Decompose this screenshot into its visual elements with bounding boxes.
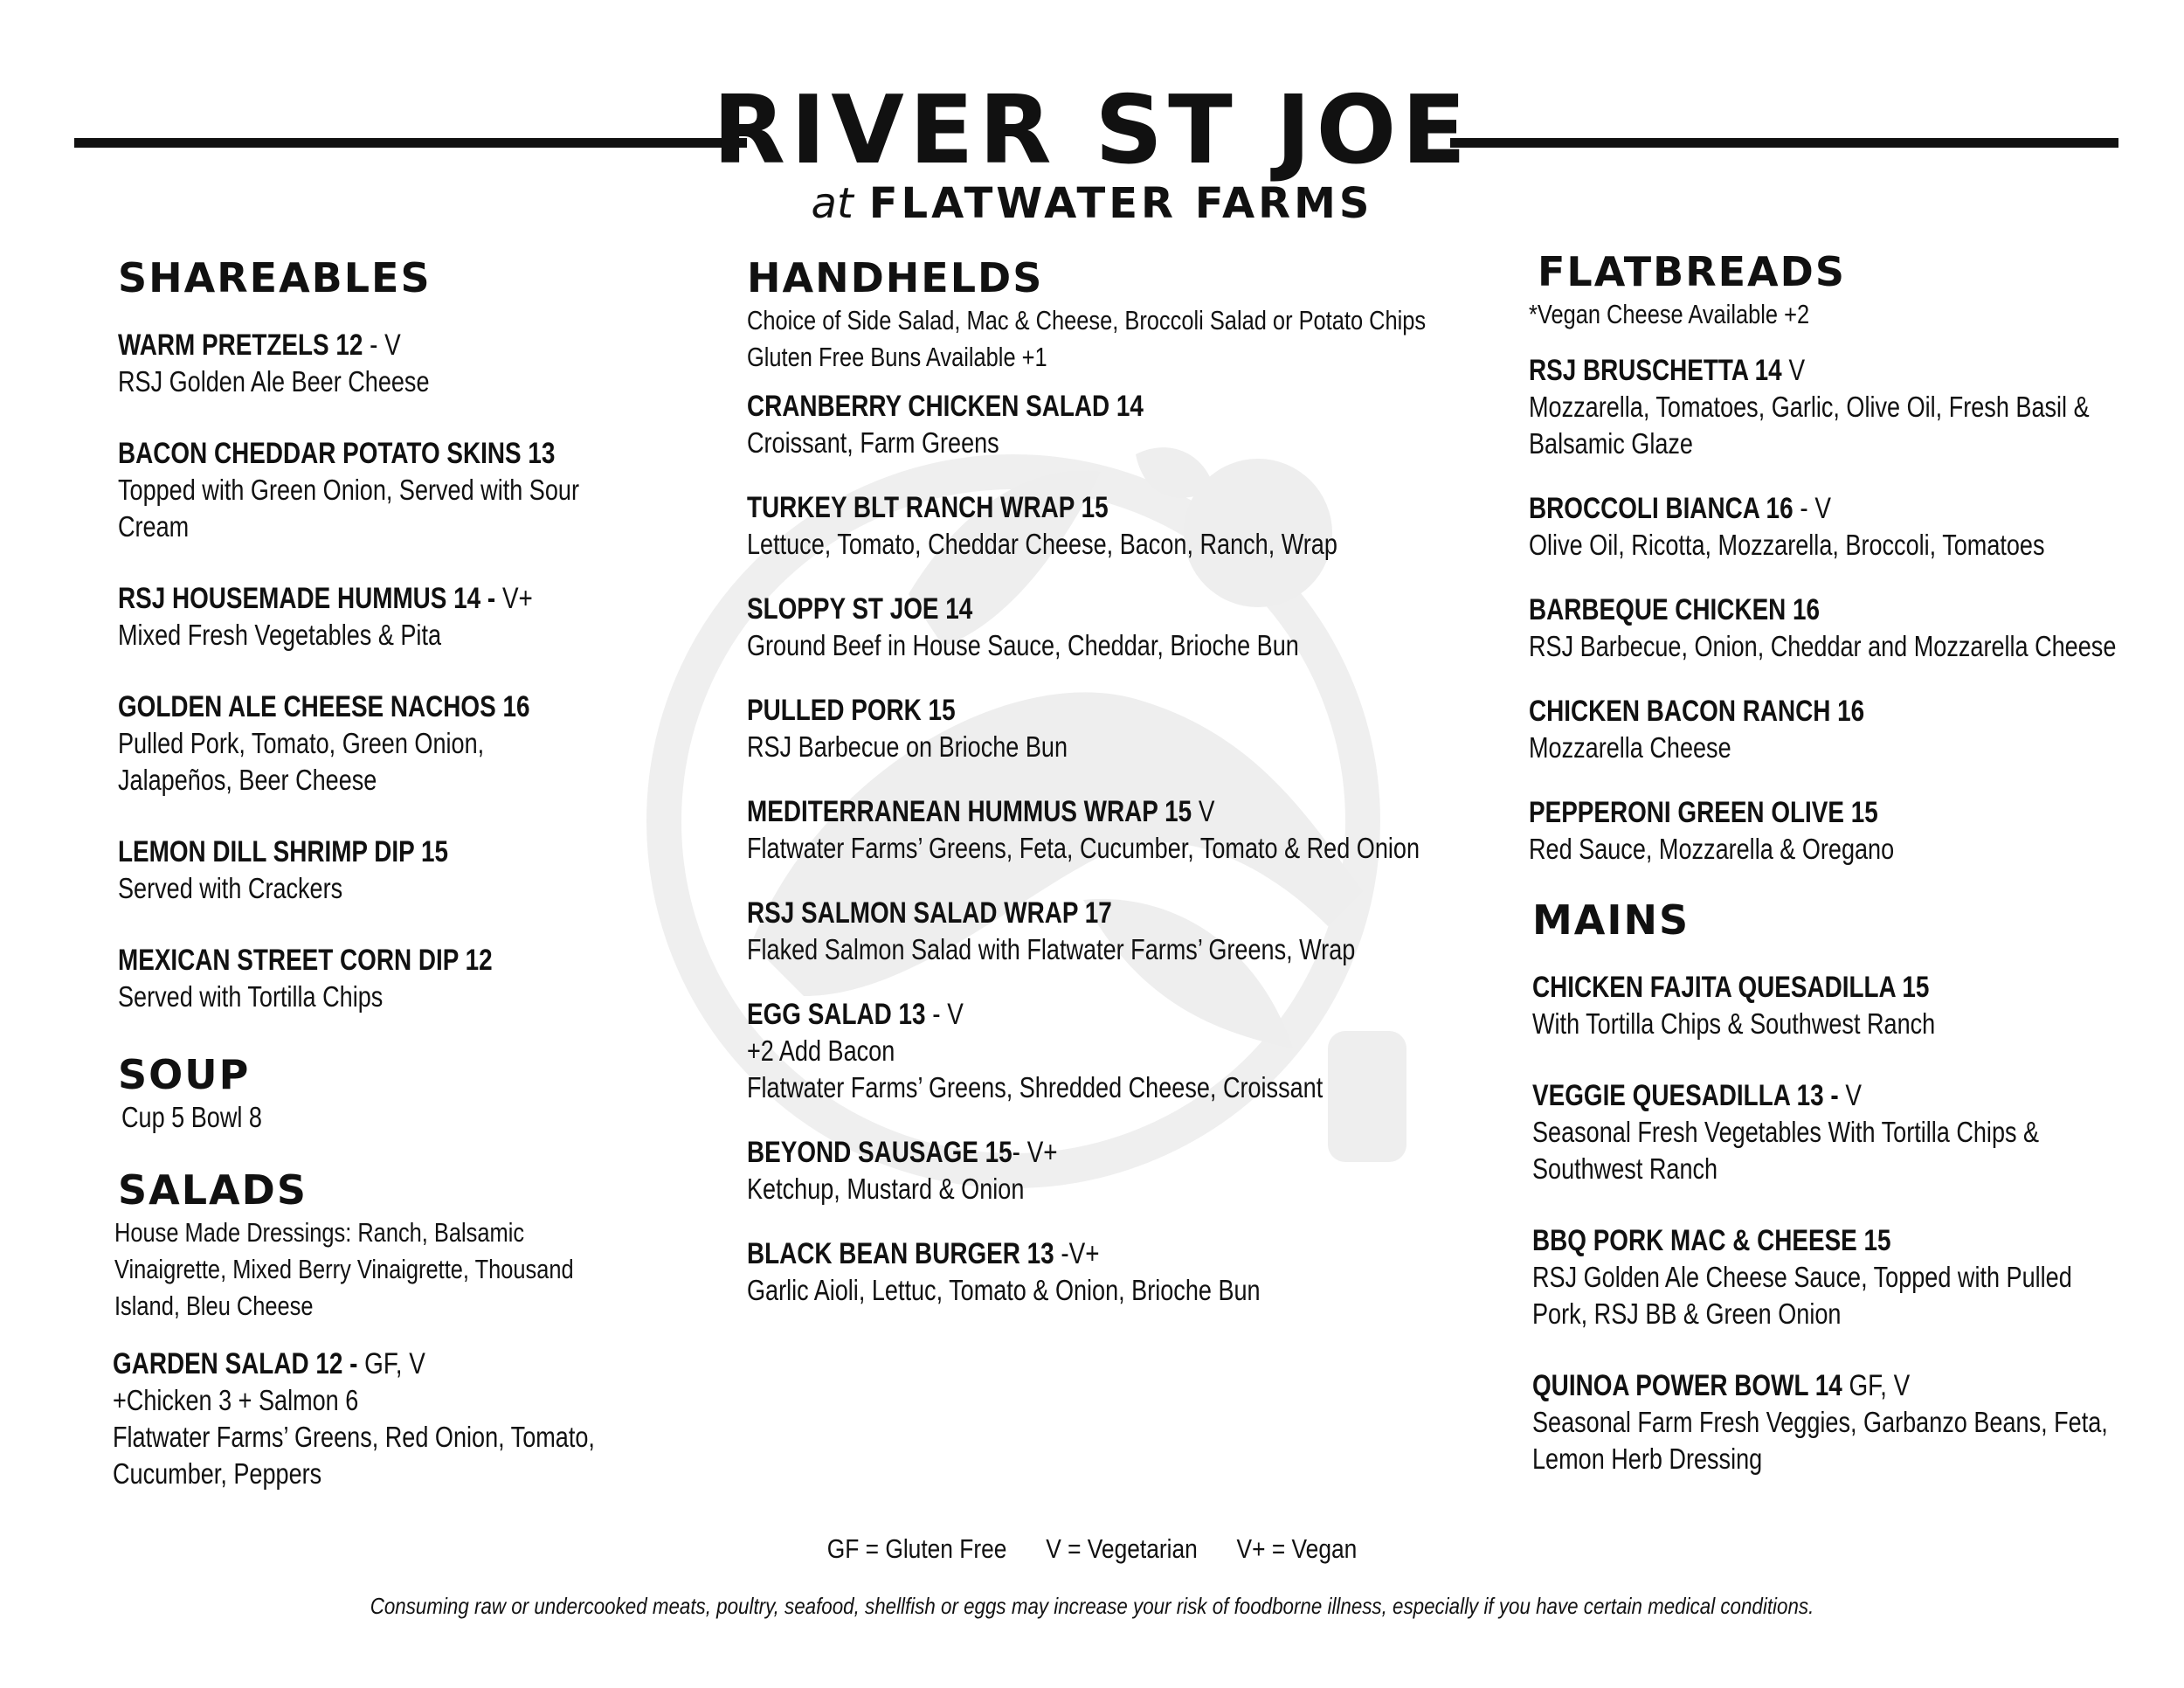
brand-subtitle: [0, 179, 2184, 228]
menu-item-title: GOLDEN ALE CHEESE NACHOS 16: [118, 690, 530, 723]
menu-item-description: RSJ Barbecue on Brioche Bun: [747, 730, 1068, 763]
menu-item-title: BACON CHEDDAR POTATO SKINS 13: [118, 437, 556, 470]
menu-item-description: +Chicken 3 + Salmon 6: [113, 1384, 359, 1416]
menu-item-title: PEPPERONI GREEN OLIVE 15: [1529, 796, 1878, 829]
menu-item-description: With Tortilla Chips & Southwest Ranch: [1532, 1007, 1936, 1040]
menu-item: [747, 591, 1463, 664]
section-note: Island, Bleu Cheese: [114, 1290, 314, 1321]
menu-item-title: BROCCOLI BIANCA 16: [1529, 492, 1800, 525]
handhelds-list: [747, 388, 1463, 1309]
menu-item: [747, 996, 1463, 1106]
menu-item: [747, 388, 1463, 461]
menu-item-description: Cream: [118, 510, 190, 543]
menu-item-title: BBQ PORK MAC & CHEESE 15: [1532, 1224, 1891, 1257]
menu-item: [747, 1134, 1463, 1207]
brand-at: at: [811, 179, 854, 228]
menu-item: [1529, 693, 2158, 766]
dietary-legend: [164, 1533, 2021, 1565]
menu-item-name: [747, 591, 1334, 627]
flatbreads-list: [1529, 352, 2158, 868]
menu-item-name: [747, 996, 1334, 1033]
menu-item-name: [118, 942, 619, 979]
menu-item-title: LEMON DILL SHRIMP DIP 15: [118, 835, 449, 868]
menu-item-name: [1532, 969, 2045, 1006]
menu-item-title: BARBEQUE CHICKEN 16: [1529, 593, 1821, 626]
menu-item-description: Jalapeños, Beer Cheese: [118, 764, 377, 796]
menu-item: [1532, 1222, 2158, 1332]
legend-v: V = Vegetarian: [1046, 1533, 1198, 1564]
menu-item: [113, 1346, 729, 1492]
menu-item-description: Garlic Aioli, Lettuc, Tomato & Onion, Brioche Bun: [747, 1274, 1261, 1306]
menu-item-name: [118, 327, 619, 363]
dietary-tag: - V: [370, 329, 401, 362]
menu-item-name: [1532, 1077, 2045, 1114]
dietary-tag: - V: [932, 998, 964, 1031]
menu-item-name: [747, 1235, 1334, 1272]
dietary-tag: GF, V: [364, 1347, 425, 1380]
menu-item: [118, 327, 729, 400]
menu-item: [1529, 490, 2158, 564]
menu-item-title: CHICKEN FAJITA QUESADILLA 15: [1532, 971, 1930, 1004]
menu-item-description: Olive Oil, Ricotta, Mozzarella, Broccoli, Tomatoes: [1529, 529, 2045, 561]
menu-item: [1529, 794, 2158, 868]
menu-item-description: RSJ Barbecue, Onion, Cheddar and Mozzarella Cheese: [1529, 630, 2117, 662]
menu-item-description: Mixed Fresh Vegetables & Pita: [118, 619, 442, 651]
menu-item-name: [113, 1346, 619, 1382]
menu-item-description: Croissant, Farm Greens: [747, 426, 999, 459]
menu-item-description: Seasonal Farm Fresh Veggies, Garbanzo Beans, Feta,: [1532, 1406, 2108, 1438]
menu-item: [747, 793, 1463, 867]
menu-item-title: WARM PRETZELS 12: [118, 329, 370, 362]
legend-gf: GF = Gluten Free: [826, 1533, 1007, 1564]
dietary-tag: V: [1788, 354, 1806, 387]
dietary-tag: V: [1198, 795, 1215, 828]
menu-item-description: Balsamic Glaze: [1529, 427, 1693, 460]
menu-item-description: Topped with Green Onion, Served with Sour: [118, 474, 579, 506]
menu-item-name: [1532, 1222, 2045, 1259]
menu-item-name: [747, 1134, 1334, 1171]
menu-item-description: Flatwater Farms’ Greens, Shredded Cheese, Croissant: [747, 1071, 1324, 1103]
menu-item-name: [118, 435, 619, 472]
menu-item-description: Flatwater Farms’ Greens, Feta, Cucumber, Tomato & Red Onion: [747, 832, 1420, 864]
menu-item-title: RSJ HOUSEMADE HUMMUS 14 -: [118, 582, 502, 615]
column-left: [113, 253, 729, 1492]
dietary-tag: -V+: [1061, 1237, 1100, 1270]
menu-item-description: +2 Add Bacon: [747, 1034, 895, 1067]
menu-item: [118, 688, 729, 799]
dietary-tag: GF, V: [1849, 1369, 1911, 1402]
legend-vegan: V+ = Vegan: [1236, 1533, 1358, 1564]
menu-item-name: [1529, 352, 2044, 389]
menu-item-name: [118, 580, 619, 617]
menu-item: [1532, 1367, 2158, 1477]
salads-list: [113, 1346, 729, 1492]
menu-item-title: QUINOA POWER BOWL 14: [1532, 1369, 1849, 1402]
column-right: [1529, 247, 2158, 1512]
menu-item-title: GARDEN SALAD 12 -: [113, 1347, 365, 1380]
menu-item-name: [1529, 591, 2044, 628]
menu-item-name: [747, 793, 1334, 830]
shareables-list: [118, 327, 729, 1015]
menu-item-name: [1529, 794, 2044, 831]
menu-item: [118, 580, 729, 654]
menu-item: [747, 692, 1463, 765]
menu-item: [747, 1235, 1463, 1309]
brand-location: FLATWATER FARMS: [868, 179, 1373, 228]
menu-item: [118, 942, 729, 1015]
menu-item-description: Cucumber, Peppers: [113, 1457, 322, 1490]
menu-item: [118, 834, 729, 907]
menu-item-description: Flatwater Farms’ Greens, Red Onion, Tomato,: [113, 1421, 595, 1453]
dietary-tag: V: [1845, 1079, 1862, 1112]
menu-item-description: Ground Beef in House Sauce, Cheddar, Brioche Bun: [747, 629, 1299, 661]
menu-item: [1529, 591, 2158, 665]
section-note: *Vegan Cheese Available +2: [1529, 299, 1810, 329]
menu-item-title: CRANBERRY CHICKEN SALAD 14: [747, 390, 1144, 423]
food-safety-disclaimer: Consuming raw or undercooked meats, poultry, seafood, shellfish or eggs may increase your risk of foodborne illness, especially if you have certain medical conditions.: [370, 1593, 1814, 1619]
menu-item: [1529, 352, 2158, 462]
menu-item-name: [1529, 693, 2044, 730]
menu-item-name: [118, 688, 619, 725]
section-title-handhelds: HANDHELDS: [747, 254, 1044, 301]
brand-name: RIVER ST JOE: [712, 76, 1472, 185]
menu-item-description: Served with Tortilla Chips: [118, 980, 384, 1013]
menu-item-name: [747, 692, 1334, 729]
menu-item-description: Pulled Pork, Tomato, Green Onion,: [118, 727, 485, 759]
menu-item-description: Lettuce, Tomato, Cheddar Cheese, Bacon, Ranch, Wrap: [747, 528, 1337, 560]
menu-item-name: [1529, 490, 2044, 527]
section-title-soup: SOUP: [118, 1051, 251, 1098]
menu-item-title: RSJ BRUSCHETTA 14: [1529, 354, 1789, 387]
salads-dressings: [114, 1214, 729, 1325]
dietary-tag: - V: [1800, 492, 1831, 525]
section-title-salads: SALADS: [118, 1166, 308, 1214]
column-middle: [747, 253, 1463, 1337]
section-title-shareables: SHAREABLES: [118, 254, 432, 301]
menu-item-title: BLACK BEAN BURGER 13: [747, 1237, 1061, 1270]
menu-item-title: MEDITERRANEAN HUMMUS WRAP 15: [747, 795, 1199, 828]
menu-item-description: Southwest Ranch: [1532, 1152, 1718, 1185]
menu-item-description: Mozzarella, Tomatoes, Garlic, Olive Oil, Fresh Basil &: [1529, 391, 2090, 423]
section-note: Gluten Free Buns Available +1: [747, 342, 1047, 372]
dietary-tag: V+: [501, 582, 533, 615]
menu-item-description: RSJ Golden Ale Cheese Sauce, Topped with Pulled: [1532, 1261, 2072, 1293]
flatbreads-notes: [1529, 296, 2158, 333]
menu-item-description: Seasonal Fresh Vegetables With Tortilla Chips &: [1532, 1116, 2040, 1148]
menu-item-description: Red Sauce, Mozzarella & Oregano: [1529, 833, 1895, 865]
menu-item-title: TURKEY BLT RANCH WRAP 15: [747, 491, 1109, 524]
menu-item-title: MEXICAN STREET CORN DIP 12: [118, 944, 493, 977]
menu-item-title: RSJ SALMON SALAD WRAP 17: [747, 896, 1112, 930]
menu-item: [747, 489, 1463, 563]
menu-item: [747, 895, 1463, 968]
menu-item-name: [118, 834, 619, 870]
menu-item-description: Ketchup, Mustard & Onion: [747, 1173, 1025, 1205]
menu-item-name: [1532, 1367, 2045, 1404]
section-note: Choice of Side Salad, Mac & Cheese, Broccoli Salad or Potato Chips: [747, 305, 1427, 336]
menu-item: [1532, 1077, 2158, 1187]
section-title-mains: MAINS: [1532, 896, 1690, 944]
menu-item-title: SLOPPY ST JOE 14: [747, 592, 973, 626]
menu-item: [1532, 969, 2158, 1042]
menu-item-name: [747, 895, 1334, 931]
handhelds-notes: [747, 302, 1463, 376]
menu-item-title: EGG SALAD 13: [747, 998, 933, 1031]
menu-item-description: Flaked Salmon Salad with Flatwater Farms’ Greens, Wrap: [747, 933, 1356, 965]
mains-list: [1532, 969, 2158, 1477]
menu-item-title: CHICKEN BACON RANCH 16: [1529, 695, 1865, 728]
menu-item-title: PULLED PORK 15: [747, 694, 956, 727]
menu-item-title: VEGGIE QUESADILLA 13 -: [1532, 1079, 1846, 1112]
dietary-tag: - V+: [1012, 1136, 1058, 1169]
section-note: Vinaigrette, Mixed Berry Vinaigrette, Thousand: [114, 1254, 574, 1284]
menu-item-title: BEYOND SAUSAGE 15: [747, 1136, 1013, 1169]
menu-item-description: RSJ Golden Ale Beer Cheese: [118, 365, 430, 398]
menu-item: [118, 435, 729, 545]
menu-item-description: Served with Crackers: [118, 872, 343, 904]
soup-prices: Cup 5 Bowl 8: [121, 1101, 262, 1133]
section-title-flatbreads: FLATBREADS: [1538, 248, 1846, 295]
section-note: House Made Dressings: Ranch, Balsamic: [114, 1217, 525, 1248]
menu-item-name: [747, 489, 1334, 526]
menu-item-description: Mozzarella Cheese: [1529, 731, 1731, 764]
menu-item-description: Pork, RSJ BB & Green Onion: [1532, 1297, 1842, 1330]
menu-item-description: Lemon Herb Dressing: [1532, 1442, 1763, 1475]
menu-item-name: [747, 388, 1334, 425]
